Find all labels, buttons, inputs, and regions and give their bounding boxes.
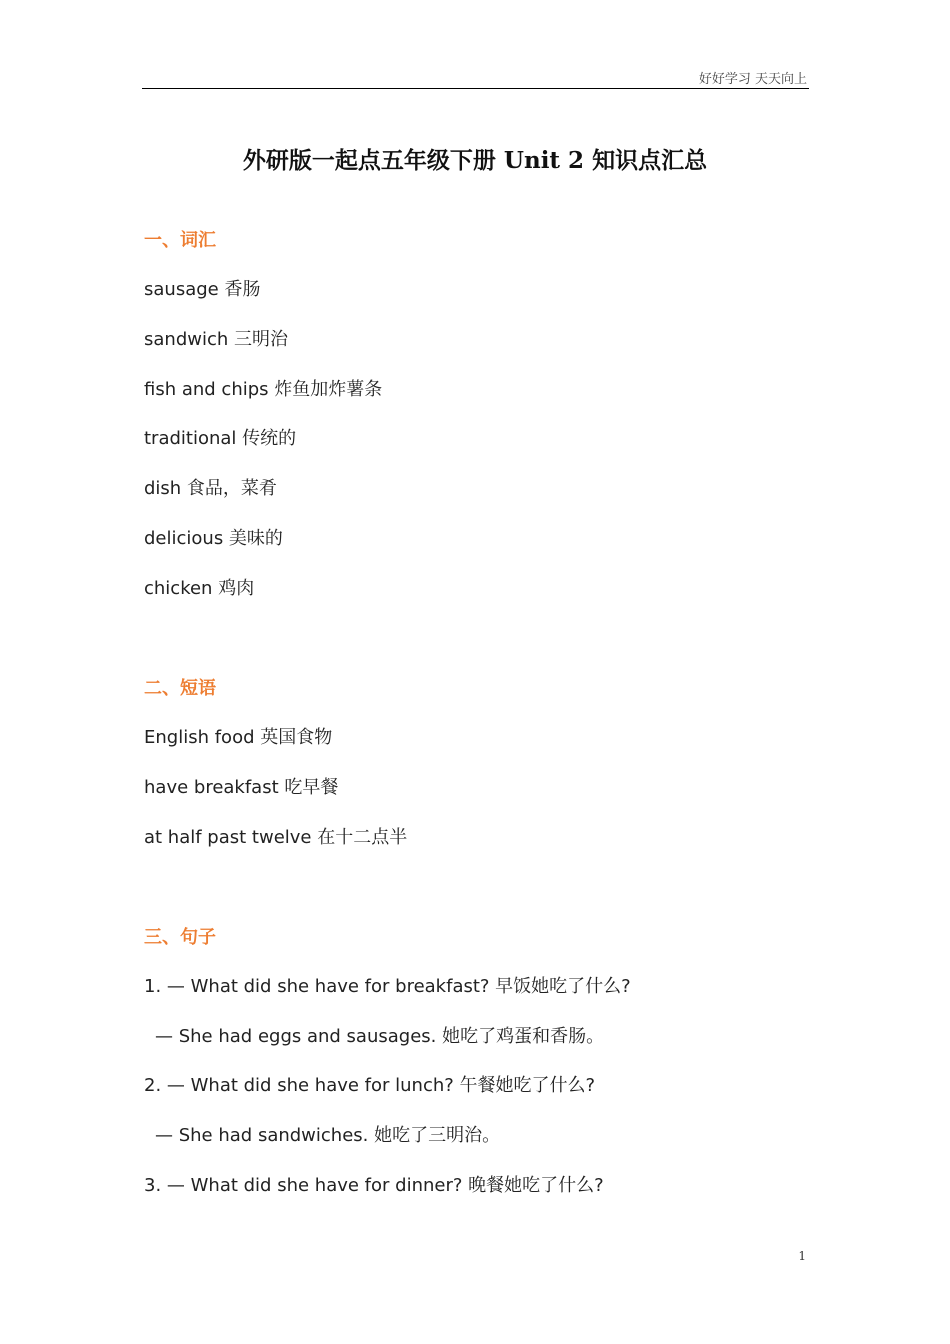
sentence-item: 2. — What did she have for lunch? 午餐她吃了什么? bbox=[144, 1075, 596, 1096]
page-number: 1 bbox=[798, 1249, 806, 1263]
vocab-item: sandwich 三明治 bbox=[144, 329, 288, 350]
section-heading-phrases: 二、短语 bbox=[144, 678, 216, 699]
vocab-item: chicken 鸡肉 bbox=[144, 578, 255, 599]
vocab-item: dish 食品，菜肴 bbox=[144, 478, 277, 499]
page-header-text: 好好学习 天天向上 bbox=[698, 72, 807, 87]
phrase-item: English food 英国食物 bbox=[144, 727, 333, 748]
vocab-item: delicious 美味的 bbox=[144, 528, 283, 549]
sentence-item: — She had eggs and sausages. 她吃了鸡蛋和香肠。 bbox=[155, 1026, 605, 1047]
sentence-item: — She had sandwiches. 她吃了三明治。 bbox=[155, 1125, 501, 1146]
section-heading-sentences: 三、句子 bbox=[144, 927, 216, 948]
vocab-item: fish and chips 炸鱼加炸薯条 bbox=[144, 379, 383, 400]
document-title: 外研版一起点五年级下册 Unit 2 知识点汇总 bbox=[242, 147, 708, 174]
sentence-item: 1. — What did she have for breakfast? 早饭她吃了什么? bbox=[144, 976, 631, 997]
sentence-item: 3. — What did she have for dinner? 晚餐她吃了什么? bbox=[144, 1175, 604, 1196]
vocab-item: traditional 传统的 bbox=[144, 428, 297, 449]
section-heading-vocabulary: 一、词汇 bbox=[144, 230, 216, 251]
phrase-item: have breakfast 吃早餐 bbox=[144, 777, 339, 798]
header-divider bbox=[142, 88, 809, 89]
vocab-item: sausage 香肠 bbox=[144, 279, 261, 300]
phrase-item: at half past twelve 在十二点半 bbox=[144, 827, 408, 848]
